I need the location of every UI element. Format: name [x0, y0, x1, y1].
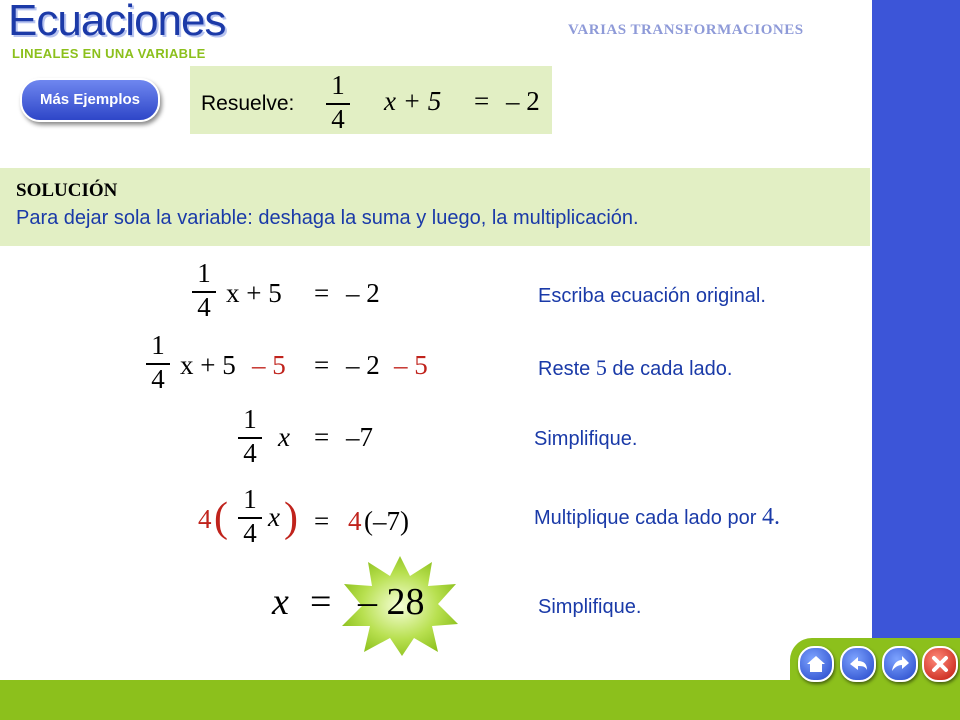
step2-note-number: 5 — [595, 355, 607, 380]
step2-rhs: – 2 — [346, 350, 380, 380]
bottom-band — [0, 680, 960, 720]
step4-denominator: 4 — [243, 518, 257, 548]
problem-rhs: – 2 — [506, 86, 540, 116]
problem-equals: = — [474, 86, 490, 116]
close-glyph-icon — [924, 648, 956, 680]
step3-rhs: –7 — [346, 422, 373, 452]
step2-note — [538, 355, 732, 381]
step4-rhs: (–7) — [364, 506, 409, 536]
step4-open-paren: ( — [214, 495, 228, 541]
back-arrow-icon[interactable] — [840, 646, 876, 682]
step3-equals: = — [314, 422, 330, 452]
step2-denominator: 4 — [151, 364, 165, 394]
forward-arrow-icon[interactable] — [882, 646, 918, 682]
step3-numerator: 1 — [243, 404, 257, 434]
problem-fraction-denominator: 4 — [331, 104, 345, 134]
back-glyph-icon — [842, 648, 874, 680]
step4-numerator: 1 — [243, 484, 257, 514]
step2-lhs: x + 5 — [180, 350, 236, 380]
step4-note-pre: Multiplique cada lado por — [534, 507, 757, 529]
section-title: VARIAS TRANSFORMACIONES — [568, 22, 804, 38]
step5-lhs: x — [272, 581, 289, 623]
page-subtitle: LINEALES EN UNA VARIABLE — [12, 46, 206, 61]
right-side-band — [872, 0, 960, 720]
step5-note: Simplifique. — [538, 596, 642, 618]
step1-lhs: x + 5 — [226, 278, 282, 308]
step3-note: Simplifique. — [534, 428, 638, 450]
solution-text: Para dejar sola la variable: deshaga la suma y luego, la multiplicación. — [16, 207, 639, 229]
more-examples-button[interactable]: Más Ejemplos — [20, 78, 160, 122]
step2-note-pre: Reste — [538, 358, 591, 380]
step4-note — [534, 504, 780, 531]
step1-equals: = — [314, 278, 330, 308]
step5-result: – 28 — [358, 581, 425, 623]
step4-coefficient: 4 — [198, 504, 212, 534]
step1-rhs: – 2 — [346, 278, 380, 308]
step5-equals: = — [310, 581, 332, 623]
step1-denominator: 4 — [197, 292, 211, 322]
close-icon[interactable] — [922, 646, 958, 682]
solution-title: SOLUCIÓN — [16, 180, 118, 201]
forward-glyph-icon — [884, 648, 916, 680]
problem-label: Resuelve: — [201, 92, 295, 115]
step2-rhs-subtraction: – 5 — [394, 350, 428, 380]
problem-fraction-numerator: 1 — [331, 70, 345, 100]
page-title: Ecuaciones — [8, 0, 226, 45]
step4-note-number: 4. — [761, 504, 780, 530]
step2-note-post: de cada lado. — [612, 358, 733, 380]
step1-numerator: 1 — [197, 258, 211, 288]
step2-equals: = — [314, 350, 330, 380]
step4-close-paren: ) — [284, 495, 298, 541]
step3-denominator: 4 — [243, 438, 257, 468]
step4-equals: = — [314, 506, 330, 536]
step3-lhs: x — [278, 422, 290, 452]
step1-note: Escriba ecuación original. — [538, 285, 766, 307]
problem-expression: x + 5 — [384, 86, 442, 116]
home-glyph-icon — [800, 648, 832, 680]
step2-lhs-subtraction: – 5 — [252, 350, 286, 380]
step4-lhs: x — [268, 502, 280, 532]
step4-rhs-coefficient: 4 — [348, 506, 362, 536]
step2-numerator: 1 — [151, 330, 165, 360]
home-icon[interactable] — [798, 646, 834, 682]
